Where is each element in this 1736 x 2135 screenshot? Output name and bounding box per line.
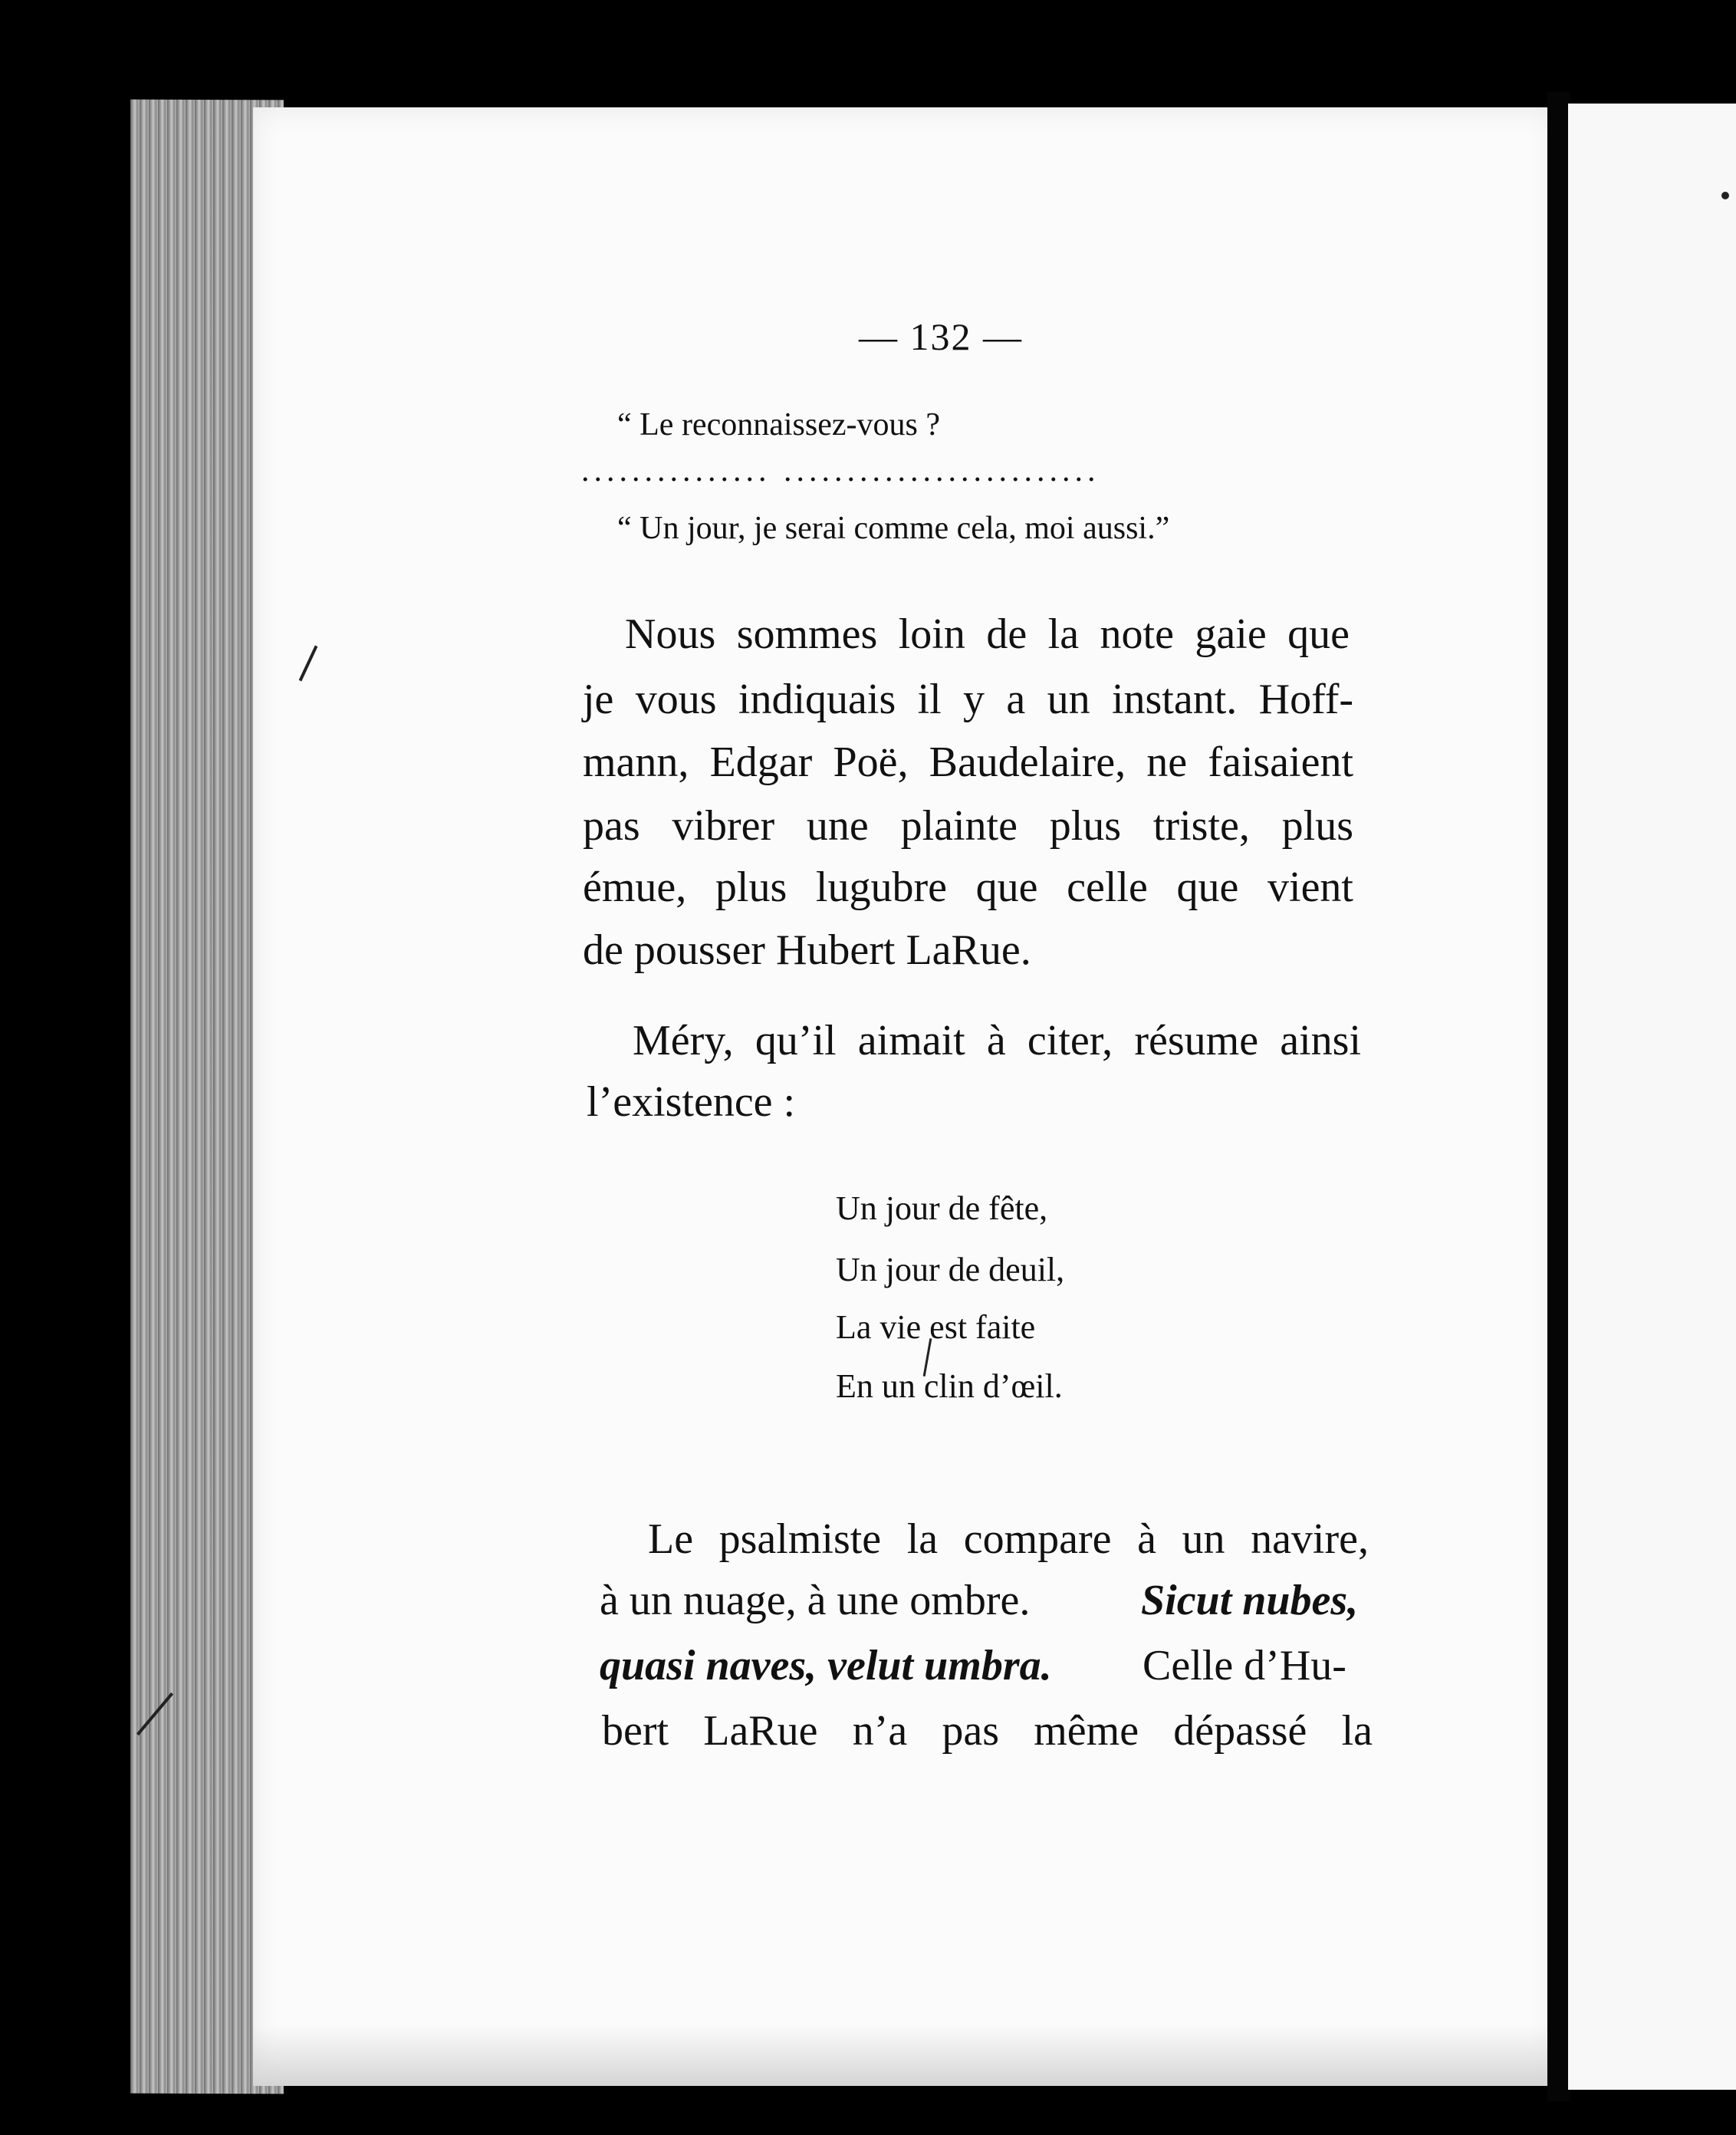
page-bottom-shade xyxy=(253,2025,1557,2086)
quote-line-2: “ Un jour, je serai comme cela, moi aussi.” xyxy=(617,511,1170,546)
paragraph-2-line: Méry, qu’il aimait à citer, résume ainsi xyxy=(633,1017,1361,1064)
paragraph-3-line: Le psalmiste la compare à un navire, xyxy=(648,1515,1369,1563)
page-number: — 132 — xyxy=(859,315,1023,358)
paragraph-1-line: pas vibrer une plainte plus triste, plus xyxy=(583,802,1353,850)
paragraph-1-line: mann, Edgar Poë, Baudelaire, ne faisaient xyxy=(583,739,1353,786)
ellipsis-dots: ............... ......................... xyxy=(581,453,1100,489)
paragraph-1-line: de pousser Hubert LaRue. xyxy=(583,926,1031,974)
facing-page-edge xyxy=(1568,104,1736,2090)
latin-quote-italic: quasi naves, velut umbra. xyxy=(600,1642,1052,1689)
verse-line: La vie est faite xyxy=(836,1308,1036,1346)
paragraph-3-line: bert LaRue n’a pas même dépassé la xyxy=(602,1707,1373,1755)
book-gutter xyxy=(1547,92,1570,2101)
paragraph-3-line-end: Celle d’Hu- xyxy=(1143,1642,1346,1689)
paragraph-2-line: l’existence : xyxy=(587,1078,796,1126)
verse-line: En un clin d’œil. xyxy=(836,1367,1063,1405)
paragraph-1-line: je vous indiquais il y a un instant. Hoff- xyxy=(583,676,1353,723)
paragraph-1-line: émue, plus lugubre que celle que vient xyxy=(583,864,1353,911)
quote-line-1: “ Le reconnaissez-vous ? xyxy=(617,407,940,442)
scan-mark xyxy=(1721,192,1729,199)
paragraph-1-line: Nous sommes loin de la note gaie que xyxy=(625,610,1350,658)
verse-line: Un jour de fête, xyxy=(836,1189,1048,1227)
paragraph-3-line-start: à un nuage, à une ombre. xyxy=(600,1577,1031,1624)
latin-quote-italic: Sicut nubes, xyxy=(1141,1577,1359,1624)
verse-line: Un jour de deuil, xyxy=(836,1251,1065,1288)
